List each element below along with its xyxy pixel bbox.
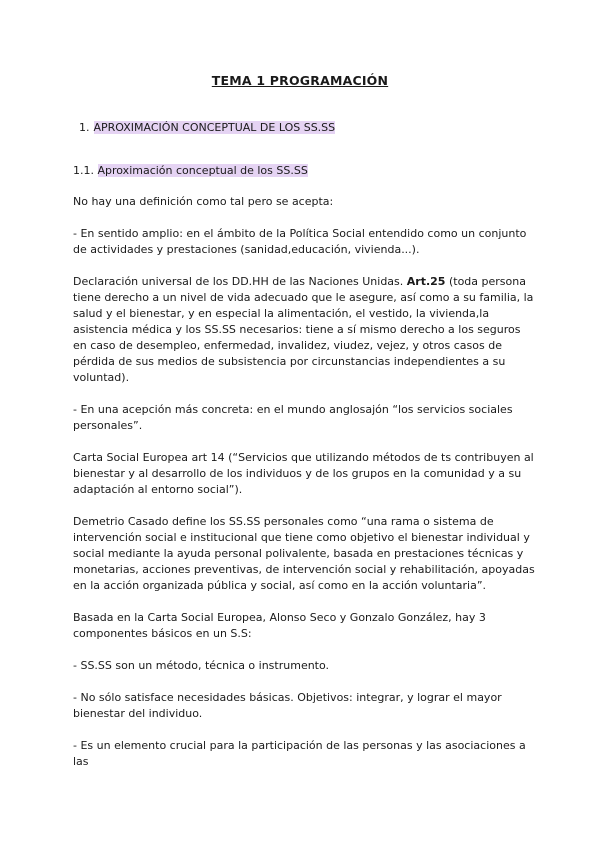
paragraph: - SS.SS son un método, técnica o instrumento. (73, 659, 330, 672)
paragraph-text: (toda persona tiene derecho a un nivel de vida adecuado que le asegure, así como a su familia, la salud y el bienestar, y en especial la alimentación, el vestido, la vivienda,la asistencia médica y los SS.SS necesarios: tiene a sí mismo derecho a los seguros en caso de desempleo, enfermedad, invalidez, viudez, vejez, y otros casos de pérdida de sus medios de subsistencia por circunstancias independientes a su voluntad). (73, 275, 534, 384)
paragraph (73, 274, 535, 386)
subsection-heading-1-1 (73, 164, 308, 177)
subsection-number: 1.1. (73, 164, 94, 177)
article-reference: Art.25 (406, 275, 446, 288)
subsection-label: Aproximación conceptual de los SS.SS (97, 164, 308, 177)
paragraph: No hay una definición como tal pero se acepta: (73, 195, 334, 208)
paragraph-text: Declaración universal de los DD.HH de las Naciones Unidas. (73, 275, 407, 288)
section-label: APROXIMACIÓN CONCEPTUAL DE LOS SS.SS (93, 121, 336, 134)
paragraph: - En sentido amplio: en el ámbito de la Política Social entendido como un conjunto de actividades y prestaciones (sanidad,educación, vivienda...). (73, 227, 527, 256)
paragraph: - No sólo satisface necesidades básicas. Objetivos: integrar, y lograr el mayor bienestar del individuo. (73, 691, 502, 720)
section-number: 1. (79, 121, 90, 134)
document-title: TEMA 1 PROGRAMACIÓN (211, 73, 389, 88)
paragraph: Carta Social Europea art 14 (“Servicios que utilizando métodos de ts contribuyen al bienestar y al desarrollo de los individuos y de los grupos en la comunidad y a su adaptación al entorno social”). (73, 451, 534, 496)
paragraph: - En una acepción más concreta: en el mundo anglosajón “los servicios sociales personales”. (73, 403, 513, 432)
paragraph: - Es un elemento crucial para la participación de las personas y las asociaciones a las (73, 739, 526, 768)
paragraph: Basada en la Carta Social Europea, Alonso Seco y Gonzalo González, hay 3 componentes básicos en un S.S: (73, 611, 486, 640)
document-body (73, 194, 535, 786)
paragraph: Demetrio Casado define los SS.SS personales como “una rama o sistema de intervención social e institucional que tiene como objetivo el bienestar individual y social mediante la ayuda personal polivalente, basada en prestaciones técnicas y monetarias, acciones preventivas, de intervención social y rehabilitación, apoyadas en la acción organizada pública y social, así como en la acción voluntaria”. (73, 515, 535, 592)
section-heading-1 (79, 121, 335, 134)
